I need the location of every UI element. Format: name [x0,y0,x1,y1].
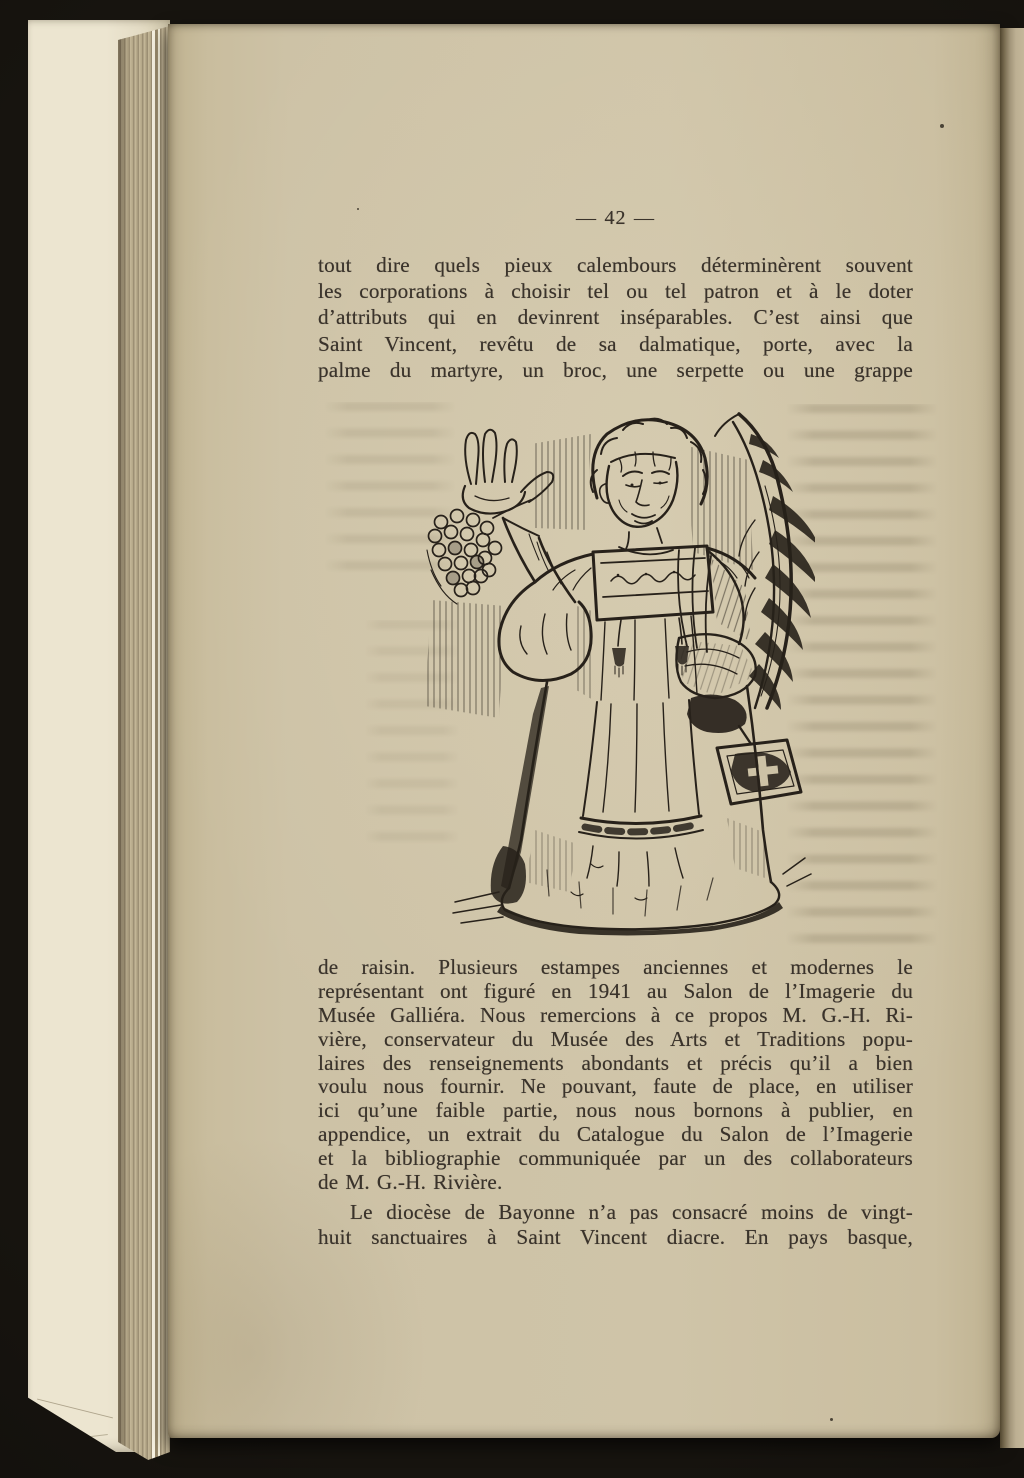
text-line: vière, conservateur du Musée des Arts et Traditions popu- [318,1027,913,1051]
paper-speck [940,124,944,128]
book-page [168,24,1000,1438]
text-line: laires des renseignements abondants et précis qu’il a bien [318,1051,913,1075]
hatching [531,434,591,530]
text-line: palme du martyre, un broc, une serpette ou une grappe [318,357,913,382]
paper-speck [357,208,359,210]
hatching [525,830,577,892]
text-line: Le diocèse de Bayonne n’a pas consacré moins de vingt- [350,1200,913,1224]
hatching [425,600,505,718]
text-line: tout dire quels pieux calembours déterminèrent souvent [318,253,913,277]
facing-page-edge [1000,28,1024,1448]
text-line: Musée Galliéra. Nous remercions à ce propos M. G.-H. Ri- [318,1003,913,1027]
text-line: huit sanctuaires à Saint Vincent diacre. En pays basque, [318,1225,913,1249]
paragraph-1 [318,252,913,383]
text-line: représentant ont figuré en 1941 au Salon de l’Imagerie du [318,979,913,1003]
paragraph-2 [318,956,913,1195]
text-line: voulu nous fournir. Ne pouvant, faute de place, en utiliser [318,1075,913,1099]
paper-speck [830,1418,833,1421]
saint-vincent-engraving [335,400,815,940]
page-number: — 42 — [576,207,655,229]
hatching [573,606,595,700]
text-line: les corporations à choisir tel ou tel patron et à le doter [318,279,913,304]
text-line: ici qu’une faible partie, nous nous bornons à publier, en [318,1099,913,1123]
text-line: appendice, un extrait du Catalogue du Salon de l’Imagerie [318,1123,913,1147]
hatching [679,640,755,696]
page-edges-stack [118,24,170,1460]
text-line: Saint Vincent, revêtu de sa dalmatique, porte, avec la [318,331,913,356]
text-line: et la bibliographie communiquée par un des collaborateurs [318,1147,913,1171]
text-line: de M. G.-H. Rivière. [318,1171,503,1195]
text-line: d’attributs qui en devinrent inséparables. C’est ainsi que [318,305,913,330]
text-line: de raisin. Plusieurs estampes anciennes et modernes le [318,956,913,979]
paragraph-3 [318,1200,913,1250]
